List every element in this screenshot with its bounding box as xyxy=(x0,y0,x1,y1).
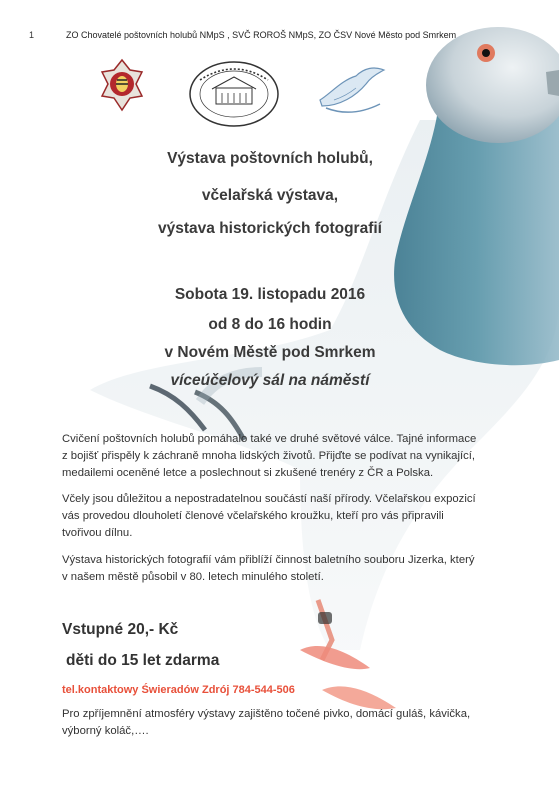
dove-emblem-icon xyxy=(316,60,388,118)
footer-line: výborný koláč,…. xyxy=(62,725,149,737)
svc-building-seal-icon xyxy=(188,60,280,128)
event-date: Sobota 19. listopadu 2016 xyxy=(174,286,366,303)
paragraph-line: z bojišť přispěly k záchraně mnoha lidských životů. Přijďte se podívat na vynikající, xyxy=(62,450,476,462)
event-time: od 8 do 16 hodin xyxy=(208,316,332,333)
title-line-2: včelařská výstava, xyxy=(201,187,339,204)
event-venue: víceúčelový sál na náměstí xyxy=(170,372,370,389)
bee-paragraph xyxy=(62,491,532,542)
contact-phone: tel.kontaktowy Świeradów Zdrój 784-544-506 xyxy=(62,684,295,696)
rose-bee-emblem-icon xyxy=(98,56,146,114)
title-line-1: Výstava poštovních holubů, xyxy=(167,150,373,167)
paragraph-line: v našem městě působil v 80. letech minulého století. xyxy=(62,571,324,583)
paragraph-line: tvořivou dílnu. xyxy=(62,527,133,539)
title-line-3: výstava historických fotografií xyxy=(158,220,382,237)
event-place: v Novém Městě pod Smrkem xyxy=(164,344,376,361)
footer-line: Pro zpříjemnění atmosféry výstavy zajištěno točené pivko, domácí guláš, kávička, xyxy=(62,708,471,720)
paragraph-line: Výstava historických fotografií vám přiblíží činnost baletního souboru Jizerka, který xyxy=(62,554,475,566)
paragraph-line: vás provedou dlouholetí členové včelařského kroužku, kteří pro vás připravili xyxy=(62,510,444,522)
admission-price: Vstupné 20,- Kč xyxy=(62,621,179,638)
paragraph-line: medailemi oceněné letce a poslechnout si zkušené trenéry z ČR a Polska. xyxy=(62,467,434,479)
pigeon-paragraph xyxy=(62,431,532,482)
page-number: 1 xyxy=(29,30,35,40)
paragraph-line: Cvičení poštovních holubů pomáhalo také ve druhé světové válce. Tajné informace xyxy=(62,433,477,445)
paragraph-line: Včely jsou důležitou a nepostradatelnou součástí naší přírody. Včelařskou expozicí xyxy=(62,493,476,505)
children-free: děti do 15 let zdarma xyxy=(66,652,220,669)
organizers-line: ZO Chovatelé poštovních holubů NMpS , SVČ ROROŠ NMpS, ZO ČSV Nové Město pod Smrkem xyxy=(66,30,457,40)
footer-note xyxy=(62,706,532,740)
photo-paragraph xyxy=(62,552,532,586)
